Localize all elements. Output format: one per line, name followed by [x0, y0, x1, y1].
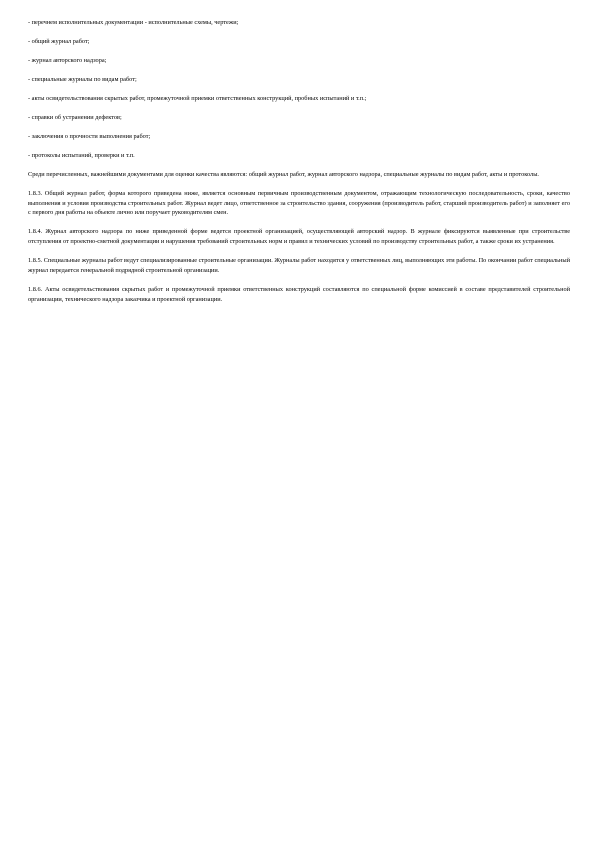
- list-item: - протоколы испытаний, проверки и т.п.: [28, 151, 135, 159]
- list-item: - справки об устранении дефектов;: [28, 113, 122, 121]
- paragraph-general-journal: 1.8.3. Общий журнал работ, форма которого приведена ниже, является основным первичным производственным документом, отражающим технологическую последовательность, сроки, качество выполнения и условия производства строительных работ. Журнал ведет лицо, ответственное за строительство здания, сооружения (производитель работ, старший производитель работ) и заполняет его с первого дня работы на объекте лично или поручает руководителям смен.: [28, 189, 570, 217]
- paragraph-author-supervision: 1.8.4. Журнал авторского надзора по ниже приведенной форме ведется проектной организацией, осуществляющей авторский надзор. В журнале фиксируются выявленные при строительстве отступления от проектно-сметной документации и нарушения требований строительных норм и правил и технических условий по производству строительных работ, а также сроки их устранения.: [28, 228, 570, 246]
- paragraph-summary: Среди перечисленных, важнейшими документами для оценки качества являются: общий журнал работ, журнал авторского надзора, специальные журналы по видам работ, акты и протоколы.: [28, 170, 539, 178]
- paragraph-hidden-works-acts: 1.8.6. Акты освидетельствования скрытых работ и промежуточной приемки ответственных конструкций составляются по специальной форме комиссией в составе представителей строительной организации, технического надзора заказчика и проектной организации.: [28, 286, 570, 303]
- list-item: - журнал авторского надзора;: [28, 56, 107, 64]
- list-item: - специальные журналы по видам работ;: [28, 75, 137, 83]
- list-item: - общий журнал работ;: [28, 37, 90, 45]
- list-item: - заключения о прочности выполнения работ;: [28, 132, 151, 140]
- paragraph-special-journals: 1.8.5. Специальные журналы работ ведут специализированные строительные организации. Журналы работ находятся у ответственных лиц, выполняющих эти работы. По окончании работ специальный журнал передается генеральной подрядной строительной организации.: [28, 257, 570, 275]
- document-page: [28, 18, 570, 314]
- list-item: - перечнем исполнительных документации - исполнительные схемы, чертежи;: [28, 19, 239, 26]
- list-item: - акты освидетельствования скрытых работ, промежуточной приемки ответственных конструкций, пробных испытаний и т.п.;: [28, 94, 367, 102]
